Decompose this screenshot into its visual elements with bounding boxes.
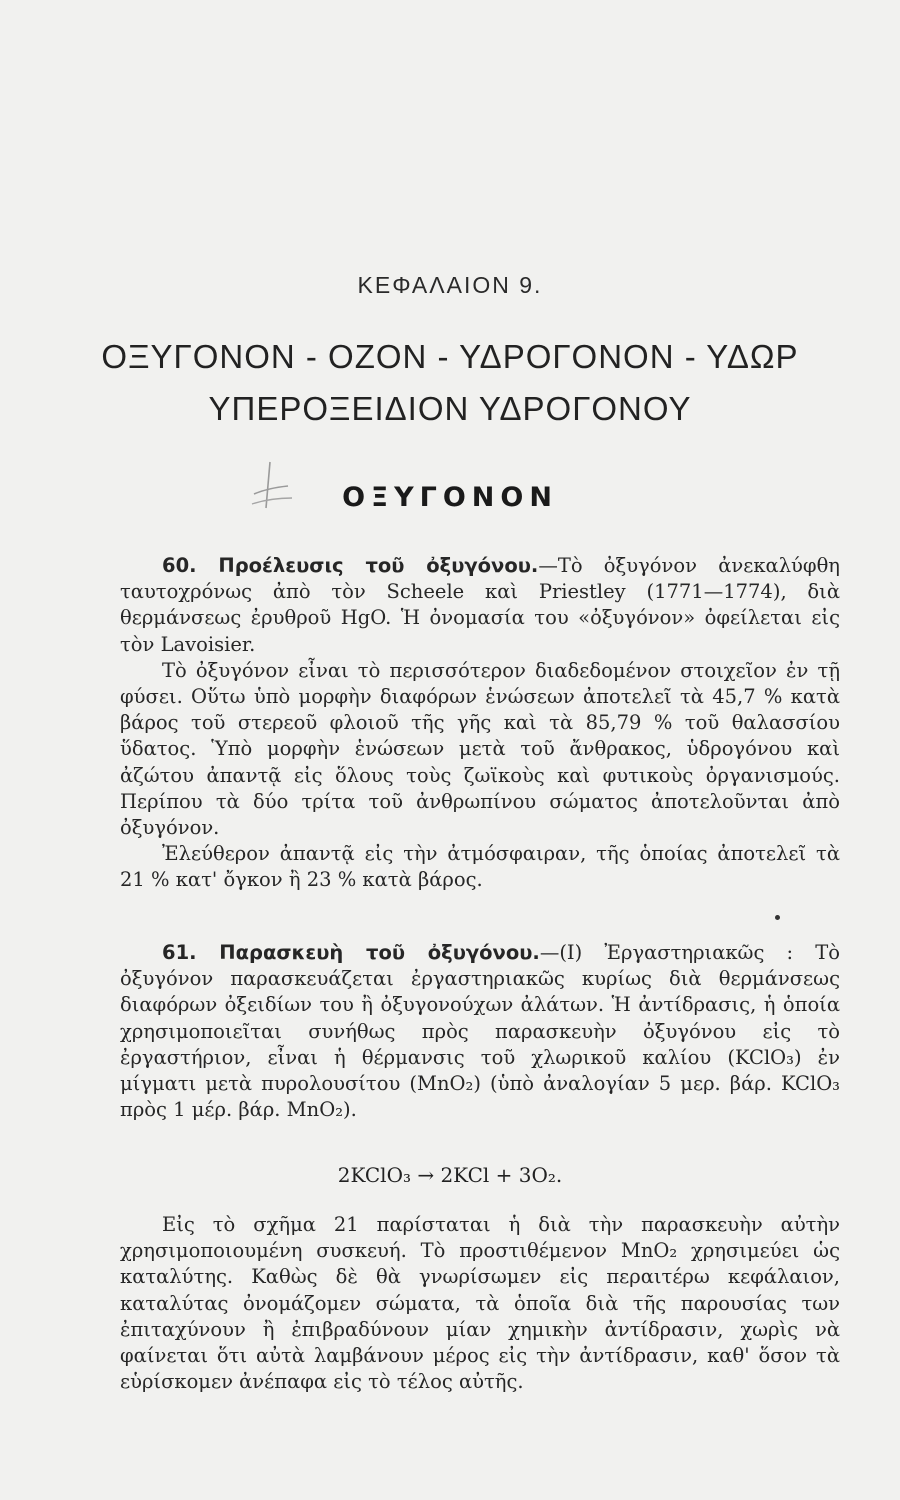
chapter-heading: ΚΕΦΑΛΑΙΟΝ 9. (357, 272, 543, 298)
paragraph-61-text-1: —(I) Ἐργαστηριακῶς : Τὸ ὀξυγόνον παρασκευάζεται ἐργαστηριακῶς κυρίως διὰ θερμάνσεως διαφόρων ὀξειδίων του ἢ ὀξυγονούχων ἀλάτων. Ἡ ἀντίδρασις, ἡ ὁποία χρησιμοποιεῖται συνήθως πρὸς παρασκευὴν ὀξυγόνου εἰς τὸ ἐργαστήριον, εἶναι ἡ θέρμανσις τοῦ χλωρικοῦ καλίου (KClO₃) ἐν μίγματι μετὰ πυρολουσίτου (MnO₂) (ὑπὸ ἀναλογίαν 5 μερ. βάρ. KClO₃ πρὸς 1 μέρ. βάρ. MnO₂). (120, 941, 840, 1122)
paragraph-60-heading: 60. Προέλευσις τοῦ ὀξυγόνου. (162, 554, 539, 577)
print-speck (775, 915, 780, 920)
paragraph-61-continued (120, 1212, 840, 1395)
chemical-equation: 2KClO₃ → 2KCl + 3O₂. (337, 1163, 563, 1187)
paragraph-61-heading: 61. Παρασκευὴ τοῦ ὀξυγόνου. (162, 941, 540, 964)
chapter-title-line-1: ΟΞΥΓΟΝΟΝ - ΟΖΟΝ - ΥΔΡΟΓΟΝΟΝ - ΥΔΩΡ (101, 338, 799, 375)
paragraph-61-text-2: Εἰς τὸ σχῆμα 21 παρίσταται ἡ διὰ τὴν παρασκευὴν αὐτὴν χρησιμοποιουμένη συσκευή. Τὸ προστιθέμενον MnO₂ χρησιμεύει ὡς καταλύτης. Καθὼς δὲ θὰ γνωρίσωμεν εἰς περαιτέρω κεφάλαιον, καταλύτας ὀνομάζομεν σώματα, τὰ ὁποῖα διὰ τῆς παρουσίας των ἐπιταχύνουν ἢ ἐπιβραδύνουν μίαν χημικὴν ἀντίδρασιν, χωρὶς νὰ φαίνεται ὅτι αὐτὰ λαμβάνουν μέρος εἰς τὴν ἀντίδρασιν, καθ' ὅσον τὰ εὑρίσκομεν ἀνέπαφα εἰς τὸ τέλος αὐτῆς. (120, 1213, 840, 1394)
chapter-title-line-2: ΥΠΕΡΟΞΕΙΔΙΟΝ ΥΔΡΟΓΟΝΟΥ (208, 390, 692, 427)
paragraph-61-intro (120, 940, 840, 1123)
paragraph-60-text-1: —Τὸ ὀξυγόνον ἀνεκαλύφθη ταυτοχρόνως ἀπὸ τὸν Scheele καὶ Priestley (1771—1774), διὰ θερμάνσεως ἐρυθροῦ HgO. Ἡ ὀνομασία του «ὀξυγόνον» ὀφείλεται εἰς τὸν Lavoisier. (120, 554, 840, 656)
paragraph-60-text-2: Τὸ ὀξυγόνον εἶναι τὸ περισσότερον διαδεδομένον στοιχεῖον ἐν τῇ φύσει. Οὕτω ὑπὸ μορφὴν διαφόρων ἑνώσεων ἀποτελεῖ τὰ 45,7 % κατὰ βάρος τοῦ στερεοῦ φλοιοῦ τῆς γῆς καὶ τὰ 85,79 % τοῦ θαλασσίου ὕδατος. Ὑπὸ μορφὴν ἑνώσεων μετὰ τοῦ ἄνθρακος, ὑδρογόνου καὶ ἀζώτου ἀπαντᾷ εἰς ὅλους τοὺς ζωϊκοὺς καὶ φυτικοὺς ὀργανισμούς. Περίπου τὰ δύο τρίτα τοῦ ἀνθρωπίνου σώματος ἀποτελοῦνται ἀπὸ ὀξυγόνον. (120, 658, 840, 840)
paragraph-60-intro (120, 553, 840, 658)
section-title: ΟΞΥΓΟΝΟΝ (342, 482, 558, 513)
paragraph-61 (120, 940, 840, 1123)
paragraph-60-text-3: Ἐλεύθερον ἀπαντᾷ εἰς τὴν ἀτμόσφαιραν, τῆς ὁποίας ἀποτελεῖ τὰ 21 % κατ' ὄγκον ἢ 23 % κατὰ βάρος. (120, 842, 840, 892)
paragraph-60 (120, 553, 840, 894)
